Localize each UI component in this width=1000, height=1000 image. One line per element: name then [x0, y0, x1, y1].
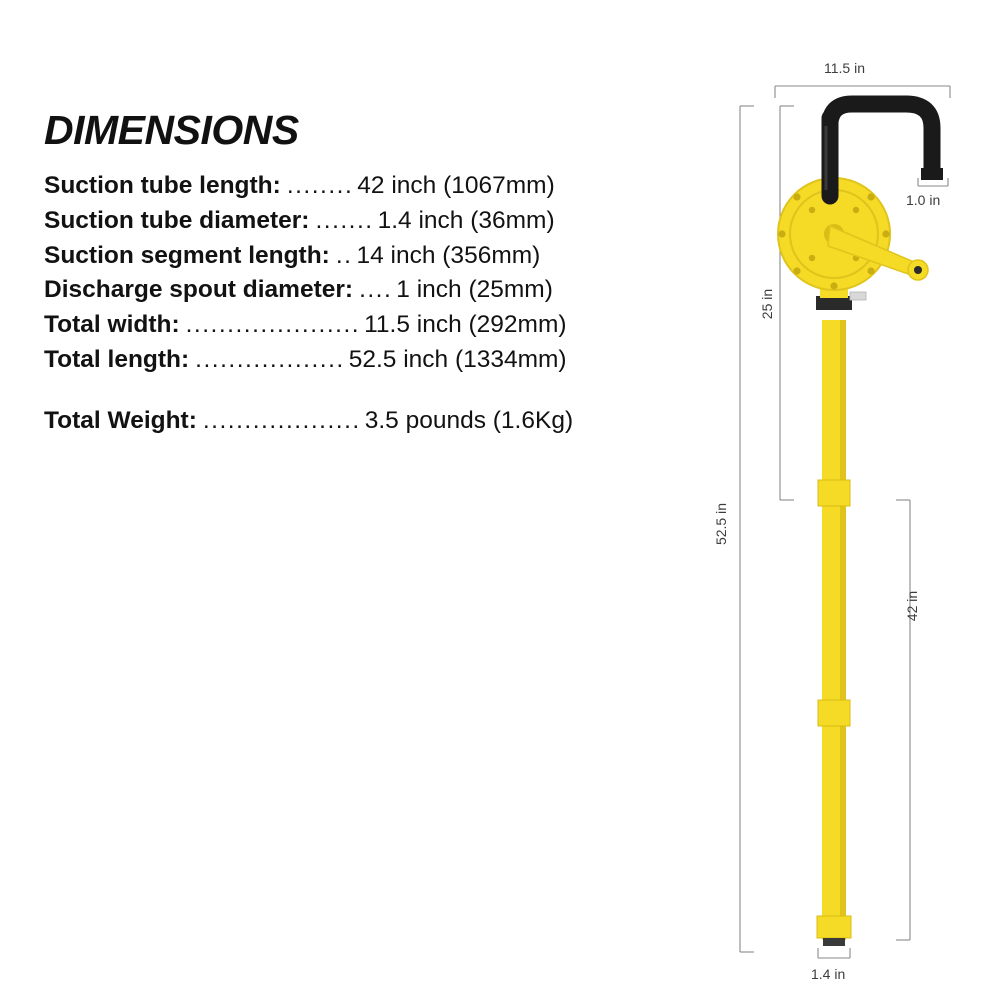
spec-leader: ..	[335, 241, 353, 269]
spec-label: Total Weight:	[44, 406, 197, 434]
dim-label-total-width: 11.5 in	[824, 60, 865, 76]
page-title: DIMENSIONS	[44, 107, 299, 153]
spec-row-total-width	[44, 308, 664, 343]
product-diagram	[660, 0, 1000, 1000]
pump-illustration	[660, 0, 1000, 1000]
dim-label-tube-diameter: 1.4 in	[811, 966, 846, 982]
spec-label: Suction segment length:	[44, 241, 330, 269]
spec-label: Suction tube length:	[44, 172, 281, 199]
spec-value: 1.4 inch (36mm)	[377, 206, 555, 234]
spec-row-suction-tube-length	[44, 169, 664, 204]
spec-label: Total length:	[44, 345, 190, 373]
spec-label: Suction tube diameter:	[44, 206, 310, 234]
spec-value: 42 inch (1067mm)	[357, 172, 555, 199]
spec-row-suction-segment-length	[44, 239, 664, 274]
spec-leader: ....	[359, 276, 393, 304]
specification-list	[44, 169, 664, 438]
spec-value: 1 inch (25mm)	[396, 276, 553, 304]
spec-label: Total width:	[44, 311, 180, 339]
spec-leader: ..................	[195, 345, 345, 373]
spec-row-total-length	[44, 343, 664, 378]
spec-value: 52.5 inch (1334mm)	[348, 345, 567, 373]
specification-panel	[44, 107, 664, 438]
dim-label-spout-diameter: 1.0 in	[906, 192, 941, 208]
spec-value: 14 inch (356mm)	[356, 241, 541, 269]
spec-row-suction-tube-diameter	[44, 204, 664, 239]
spec-label: Discharge spout diameter:	[44, 276, 354, 304]
dim-label-total-length: 52.5 in	[713, 502, 729, 546]
spec-value: 3.5 pounds (1.6Kg)	[364, 406, 574, 434]
spec-value: 11.5 inch (292mm)	[364, 311, 567, 339]
spec-row-total-weight	[44, 404, 664, 439]
suction-tube	[817, 320, 851, 946]
spec-leader: .......	[315, 206, 374, 234]
spec-leader: ........	[286, 172, 354, 199]
spec-leader: ...................	[202, 406, 361, 434]
spec-row-discharge-spout-diameter	[44, 273, 664, 308]
dim-label-suction-tube-length: 42 in	[904, 590, 920, 622]
spec-leader: .....................	[185, 311, 361, 339]
dim-label-pump-head-height: 25 in	[759, 288, 775, 320]
